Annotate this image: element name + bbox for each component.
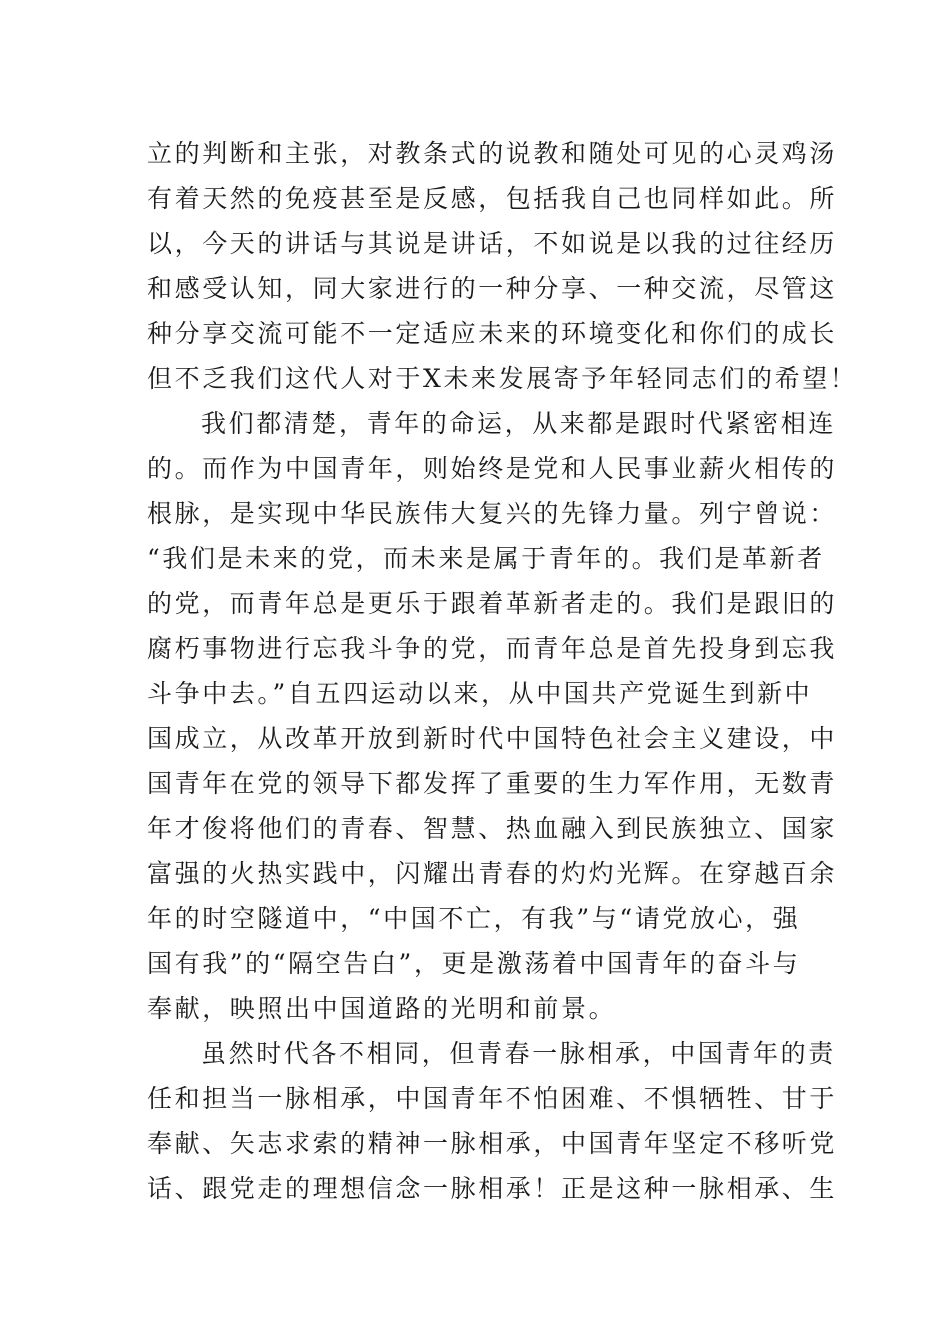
text-line: 斗争中去。”自五四运动以来，从中国共产党诞生到新中 <box>147 679 813 708</box>
text-line: 任和担当一脉相承，中国青年不怕困难、不惧牺牲、甘于 <box>147 1084 838 1113</box>
text-line: 但不乏我们这代人对于X未来发展寄予年轻同志们的希望！ <box>147 364 858 393</box>
text-line: 有着天然的免疫甚至是反感，包括我自己也同样如此。所 <box>147 184 838 213</box>
text-line: 奉献、矢志求索的精神一脉相承，中国青年坚定不移听党 <box>147 1129 838 1158</box>
text-line: 的。而作为中国青年，则始终是党和人民事业薪火相传的 <box>147 454 838 483</box>
text-line: 富强的火热实践中，闪耀出青春的灼灼光辉。在穿越百余 <box>147 859 838 888</box>
text-line: 年的时空隧道中，“中国不亡，有我”与“请党放心，强 <box>147 904 801 933</box>
paragraph-start-line: 我们都清楚，青年的命运，从来都是跟时代紧密相连 <box>201 409 836 438</box>
text-line: 立的判断和主张，对教条式的说教和随处可见的心灵鸡汤 <box>147 139 838 168</box>
text-line: 奉献，映照出中国道路的光明和前景。 <box>147 994 617 1023</box>
text-line: “我们是未来的党，而未来是属于青年的。我们是革新者 <box>147 544 825 573</box>
paragraph-start-line: 虽然时代各不相同，但青春一脉相承，中国青年的责 <box>201 1039 836 1068</box>
text-line: 国有我”的“隔空告白”，更是激荡着中国青年的奋斗与 <box>147 949 801 978</box>
text-line: 话、跟党走的理想信念一脉相承！正是这种一脉相承、生 <box>147 1174 838 1203</box>
text-line: 以，今天的讲话与其说是讲话，不如说是以我的过往经历 <box>147 229 838 258</box>
text-line: 根脉，是实现中华民族伟大复兴的先锋力量。列宁曾说： <box>147 499 838 528</box>
body-text <box>147 131 858 1211</box>
text-line: 种分享交流可能不一定适应未来的环境变化和你们的成长 <box>147 319 838 348</box>
text-line: 和感受认知，同大家进行的一种分享、一种交流，尽管这 <box>147 274 838 303</box>
text-line: 的党，而青年总是更乐于跟着革新者走的。我们是跟旧的 <box>147 589 838 618</box>
text-line: 国青年在党的领导下都发挥了重要的生力军作用，无数青 <box>147 769 838 798</box>
text-line: 腐朽事物进行忘我斗争的党，而青年总是首先投身到忘我 <box>147 634 838 663</box>
text-line: 年才俊将他们的青春、智慧、热血融入到民族独立、国家 <box>147 814 838 843</box>
text-line: 国成立，从改革开放到新时代中国特色社会主义建设，中 <box>147 724 838 753</box>
